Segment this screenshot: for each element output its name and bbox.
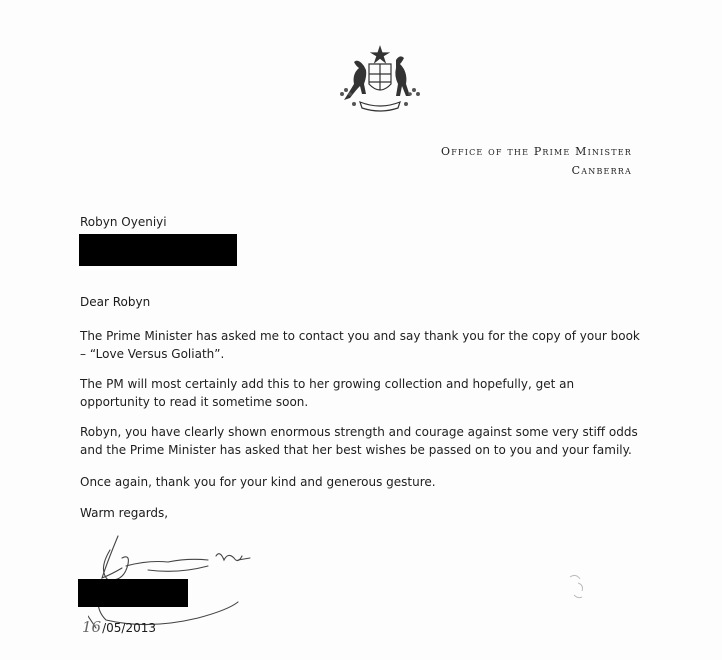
faint-mark: [560, 565, 600, 605]
body-paragraph: Robyn, you have clearly shown enormous strength and courage against some very stiff odds and the Prime Minister has asked that her best wishes be passed on to you and your family.: [80, 425, 638, 457]
date-day-handwritten: 16: [82, 618, 102, 636]
body-paragraph: The PM will most certainly add this to her growing collection and hopefully, get an opportunity to read it sometime soon.: [80, 377, 575, 409]
redacted-address-block: [79, 234, 237, 266]
body-paragraph: Once again, thank you for your kind and generous gesture.: [80, 475, 436, 489]
office-title: Office of the Prime Minister: [441, 145, 632, 158]
coat-of-arms-icon: [334, 44, 426, 114]
office-city: Canberra: [571, 164, 632, 177]
closing: Warm regards,: [80, 506, 169, 520]
office-letterhead: [441, 142, 632, 180]
salutation: Dear Robyn: [80, 295, 151, 309]
date-month-year: /05/2013: [102, 621, 156, 635]
letter-date: [82, 618, 156, 636]
recipient-name: Robyn Oyeniyi: [80, 215, 167, 229]
redacted-signer-name: [78, 579, 188, 607]
body-paragraph: The Prime Minister has asked me to contact you and say thank you for the copy of your book – “Love Versus Goliath”.: [80, 329, 640, 361]
